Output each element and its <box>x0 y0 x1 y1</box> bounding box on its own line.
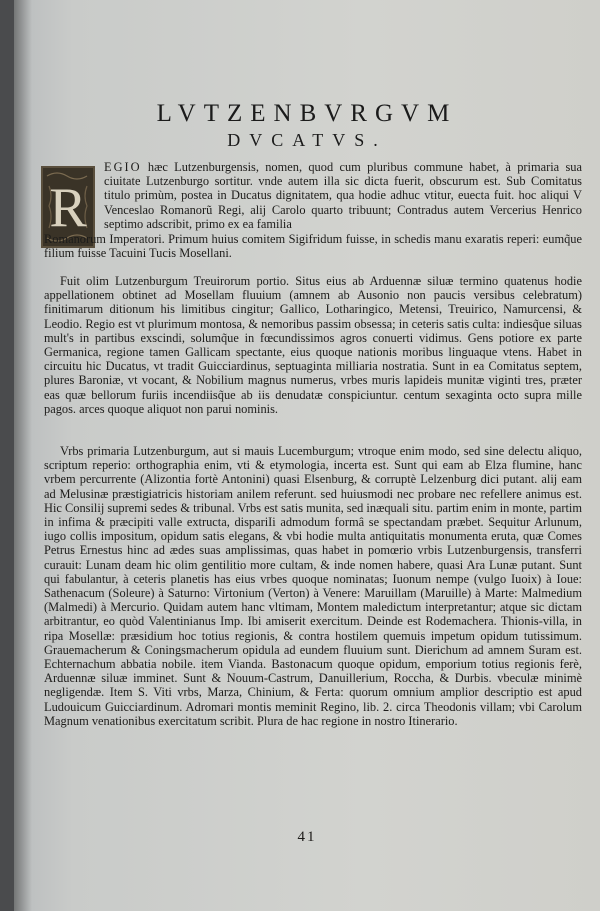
paragraph-1-tail <box>44 232 582 260</box>
page-subtitle: DVCATVS. <box>227 130 387 150</box>
paragraph-1-tail-text: Romanorum Imperatori. Primum huius comitem Sigifridum fuisse, in schedis manu exaratis reperi: eumq̃ue filium fuisse Tacuini Tucis Mosellani. <box>44 232 582 261</box>
paragraph-1 <box>104 160 582 231</box>
paragraph-1-lead: EGIO <box>104 160 142 174</box>
paragraph-2: Fuit olim Lutzenburgum Treuirorum portio. Situs eius ab Arduennæ siluæ termino quatenus hodie appellationem obtinet ad Mosellam fluuium (amnem ab Ausonio non paucis versibus celebratum) finitimarum ditionum his limitibus cingitur; Gallico, Lotharingico, Metensi, Treuirico, Namurcensi, & Leodio. Regio est vt plurimum montosa, & nemoribus passim obsessa; in ceteris satis culta: indiesq̃ue siluas mult's in partibus exscindi, solumq̃ue in fœcundissimos agros conuerti vidimus. Gens potiore ex parte Germanica, regione tamen Gallicam spectante, eius quoque nationis moribus linguaque vtens. Habet in circuitu hic Ducatus, vt tradit Guicciardinus, septuaginta milliaria nostratia. Sunt in ea Comitatus septem, plures Baroniæ, vt vocant, & Nobilium magnus numerus, vrbes muris lapideis munitæ viginti tres, præter eas quæ bellorum furiis incendiisq̃ue ab iis denudatæ conspiciuntur. centum sexaginta octo supra mille pagos. arces quoque aliquot non parui nominis. <box>44 274 582 416</box>
paragraph-1-body: hæc Lutzenburgensis, nomen, quod cum pluribus commune habet, à primaria sua ciuitate Lutzenburgo sortitur. vnde autem illa sic dicta fuerit, obscurum est. Sub Comitatus titulo primùm, postea in Ducatus dignitatem, qua hodie adhuc vtitur, euecta fuit. hoc aliqui V Venceslao Romanorũ Regi, alij Carolo quarto tribuunt; Contradus autem Vercerius Henrico septimo adscribit, primo ex ea familia <box>104 160 582 231</box>
book-page <box>14 0 600 911</box>
paragraph-3: Vrbs primaria Lutzenburgum, aut si mauis Lucemburgum; vtroque enim modo, sed sine delectu aliquo, scriptum reperio: orthographia enim, vti & etymologia, incerta est. Sunt qui eam ab Elza flumine, hanc vrbem percurrente (Alizontia fortè Antonini) quasi Elsenburg, & corruptè Lelzenburg dici putant. alij eam ad Melusinæ præstigiatricis historiam anilem referunt. sed huiusmodi nec probare nec refellere animus est. Hic Consilij supremi sedes & tribunal. Vrbs est satis munita, sed inæquali situ. partim enim in monte, partim in infima & præcipiti valle extructa, dispariIi admodum formâ se spectandam præbet. Sequitur Arlunum, iugo collis impositum, opidum satis elegans, & vbi hodie multa antiquitatis monumenta eruta, quæ Comes Petrus Ernestus hinc ad ædes suas amplissimas, quas habet in pomœrio vrbis Lutzenburgensis, transferri curauit: Lunam deam hic olim gentilitio more cultam, & inde nomen habere, quasi Ara Lunæ putant. Sunt qui fabulantur, à ceteris planetis has eius vrbes quoque nominatas; Iuonum nempe (vulgo Iuoix) à Ioue: Sathenacum (Soleure) à Saturno: Virtonium (Verton) à Venere: Maruillam (Maruille) à Marte: Malmedium (Malmedi) à Mercurio. Quidam autem hanc vltimam, Montem maledictum interpretantur; atque sic dictam arbitrantur, eo quòd Valentinianus Imp. Ibi amiserit exercitum. Deinde est Rodemachera. Thionis-villa, in ripa Mosellæ: præsidium hoc totius regionis, & contra hostilem quemuis impetum opidum tutissimum. Grauemacherum & Coningsmacherum opidula ad eundem fluuium sunt. Dierichum ad amnem Suram est. Echternachum abbatia nobile. item Vianda. Bastonacum quoque opidum, emporium totius regionis ferè, Arduennæ siluæ imminet. Sunt & Nouum-Castrum, Danuillerium, Roccha, & Durbis. vbeculæ minimè negligendæ. Item S. Viti vrbs, Marza, Chinium, & Ferta: quorum omnium amplior descriptio est apud Ludouicum Guicciardinum. Adromari montis meminit Regino, lib. 2. circa Theodonis villam; vbi Carolum Magnum venationibus exercitatum scribit. Plura de hac regione in nostro Itinerario. <box>44 444 582 728</box>
page-title: LVTZENBVRGVM <box>156 100 458 127</box>
page-number: 41 <box>297 829 317 845</box>
initial-letter: R <box>49 177 87 239</box>
